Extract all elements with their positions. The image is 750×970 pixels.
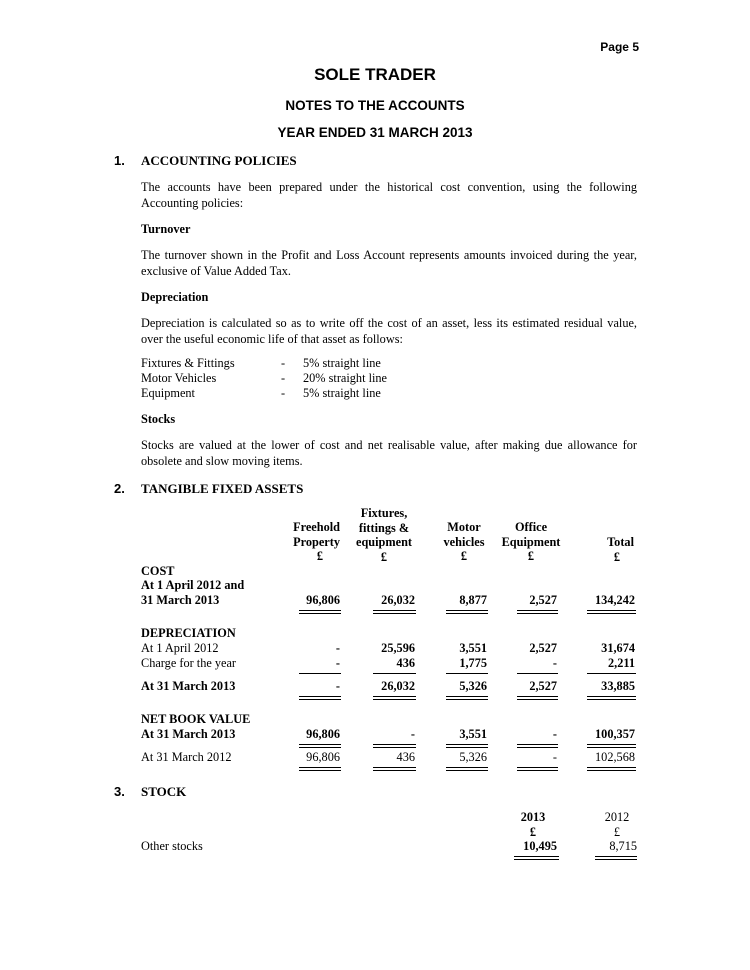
period-heading: YEAR ENDED 31 MARCH 2013 — [277, 125, 473, 140]
policies-intro — [141, 180, 637, 211]
double-rule — [517, 610, 558, 614]
table-cell: 3,551 — [459, 727, 487, 741]
turnover-line-2: exclusive of Value Added Tax. — [141, 263, 291, 278]
rate-value: 5% straight line — [303, 386, 381, 400]
table-cell: - — [552, 656, 557, 670]
table-cell: 2,527 — [529, 679, 557, 693]
col-currency: £ — [613, 549, 621, 564]
double-rule — [595, 856, 637, 860]
stock-2013-value: 10,495 — [523, 839, 557, 853]
rate-value: 20% straight line — [303, 371, 388, 385]
single-rule — [587, 673, 636, 674]
col-header-line: fittings & — [358, 520, 410, 535]
depreciation-text — [141, 316, 637, 347]
single-rule — [517, 673, 558, 674]
table-cell: 100,357 — [595, 727, 635, 741]
table-cell: 2,211 — [608, 656, 635, 670]
section-1-title: ACCOUNTING POLICIES — [141, 153, 297, 168]
table-cell: 33,885 — [601, 679, 635, 693]
table-cell: 5,326 — [459, 679, 487, 693]
double-rule — [446, 610, 488, 614]
cell-cost-freehold: 96,806 — [306, 593, 340, 607]
double-rule — [373, 767, 416, 771]
col-header-line: Motor — [447, 520, 481, 534]
single-rule — [373, 673, 416, 674]
cell-cost-total: 134,242 — [595, 593, 635, 607]
col-currency: £ — [613, 824, 621, 839]
table-cell: - — [335, 679, 340, 693]
table-cell: - — [552, 750, 557, 764]
col-currency: £ — [529, 824, 537, 839]
col-header-office — [496, 520, 566, 564]
col-header-line: vehicles — [443, 534, 485, 549]
depreciation-line-2: over the useful economic life of that asset as follows: — [141, 331, 403, 346]
double-rule — [373, 610, 416, 614]
col-header-2013 — [510, 810, 556, 839]
cost-heading: COST — [141, 564, 175, 578]
col-header-line: Equipment — [501, 534, 561, 549]
double-rule — [587, 696, 636, 700]
rate-dash: - — [281, 386, 286, 400]
double-rule — [587, 610, 636, 614]
double-rule — [373, 744, 416, 748]
turnover-text — [141, 248, 637, 279]
dep-row-label: Charge for the year — [141, 656, 237, 670]
col-currency: £ — [380, 549, 388, 564]
stocks-text — [141, 438, 637, 469]
section-2-number: 2. — [114, 481, 125, 496]
table-cell: - — [335, 656, 340, 670]
col-header-line: Property — [293, 534, 340, 549]
col-header-line: Fixtures, — [360, 506, 408, 520]
double-rule — [373, 696, 416, 700]
page-number: Page 5 — [600, 40, 639, 54]
table-cell: - — [335, 641, 340, 655]
rate-row — [141, 356, 381, 371]
nbv-heading: NET BOOK VALUE — [141, 712, 251, 726]
rate-asset: Fixtures & Fittings — [141, 356, 235, 370]
rate-row — [141, 371, 387, 386]
depreciation-table-heading: DEPRECIATION — [141, 626, 236, 640]
policies-intro-line-2: Accounting policies: — [141, 195, 244, 210]
double-rule — [446, 744, 488, 748]
table-cell: 3,551 — [459, 641, 487, 655]
table-cell: 25,596 — [381, 641, 415, 655]
year-label: 2013 — [520, 810, 546, 824]
table-cell: 96,806 — [306, 727, 340, 741]
table-cell: - — [410, 727, 415, 741]
rate-row — [141, 386, 381, 401]
stocks-heading: Stocks — [141, 412, 176, 426]
double-rule — [517, 744, 558, 748]
double-rule — [299, 767, 341, 771]
table-cell: 96,806 — [306, 750, 340, 764]
stocks-line-1: Stocks are valued at the lower of cost and net realisable value, after making due allowance for — [141, 438, 637, 452]
col-header-line: Total — [607, 535, 634, 549]
table-cell: 1,775 — [459, 656, 487, 670]
notes-heading: NOTES TO THE ACCOUNTS — [285, 98, 465, 113]
table-cell: - — [552, 727, 557, 741]
depreciation-line-1: Depreciation is calculated so as to write off the cost of an asset, less its estimated residual value, — [141, 316, 637, 330]
table-cell: 436 — [396, 750, 415, 764]
turnover-line-1: The turnover shown in the Profit and Loss Account represents amounts invoiced during the year, — [141, 248, 637, 262]
stock-row-label: Other stocks — [141, 839, 203, 853]
col-currency: £ — [460, 549, 468, 563]
double-rule — [587, 767, 636, 771]
section-2-title: TANGIBLE FIXED ASSETS — [141, 481, 304, 496]
col-currency: £ — [527, 549, 535, 563]
cell-cost-fixtures: 26,032 — [381, 593, 415, 607]
depreciation-heading: Depreciation — [141, 290, 209, 304]
col-header-line: Office — [514, 520, 548, 534]
policies-intro-line-1: The accounts have been prepared under the historical cost convention, using the following — [141, 180, 637, 194]
rate-value: 5% straight line — [303, 356, 381, 370]
rate-asset: Equipment — [141, 386, 195, 400]
stock-2012-value: 8,715 — [609, 839, 637, 853]
nbv-2012-label: At 31 March 2012 — [141, 750, 232, 764]
single-rule — [446, 673, 488, 674]
table-cell: 436 — [396, 656, 415, 670]
col-header-fixtures — [352, 506, 416, 564]
turnover-heading: Turnover — [141, 222, 191, 236]
double-rule — [299, 696, 341, 700]
double-rule — [517, 696, 558, 700]
table-cell: 2,527 — [529, 641, 557, 655]
col-header-freehold — [280, 520, 340, 564]
cost-label-line-2: 31 March 2013 — [141, 593, 220, 607]
double-rule — [446, 696, 488, 700]
table-cell: 102,568 — [595, 750, 635, 764]
section-1-number: 1. — [114, 153, 125, 168]
dep-row-label: At 1 April 2012 — [141, 641, 219, 655]
double-rule — [299, 744, 341, 748]
cell-cost-motor: 8,877 — [459, 593, 487, 607]
table-cell: 31,674 — [601, 641, 635, 655]
col-header-2012 — [594, 810, 640, 839]
double-rule — [446, 767, 488, 771]
section-3-number: 3. — [114, 784, 125, 799]
double-rule — [514, 856, 559, 860]
col-header-line: Freehold — [293, 520, 340, 534]
section-3-title: STOCK — [141, 784, 187, 799]
stocks-line-2: obsolete and slow moving items. — [141, 453, 303, 468]
double-rule — [299, 610, 341, 614]
double-rule — [517, 767, 558, 771]
col-header-line: equipment — [355, 535, 413, 549]
table-cell: 26,032 — [381, 679, 415, 693]
col-header-motor — [436, 520, 492, 564]
cost-label-line-1: At 1 April 2012 and — [141, 578, 245, 592]
double-rule — [587, 744, 636, 748]
company-title: SOLE TRADER — [314, 65, 436, 84]
year-label: 2012 — [604, 810, 630, 824]
nbv-2013-label: At 31 March 2013 — [141, 727, 236, 741]
cell-cost-office: 2,527 — [529, 593, 557, 607]
col-header-total — [590, 535, 634, 564]
rate-dash: - — [281, 371, 286, 385]
dep-total-label: At 31 March 2013 — [141, 679, 236, 693]
col-currency: £ — [316, 549, 324, 563]
table-cell: 5,326 — [459, 750, 487, 764]
rate-dash: - — [281, 356, 286, 370]
rate-asset: Motor Vehicles — [141, 371, 217, 385]
single-rule — [299, 673, 341, 674]
